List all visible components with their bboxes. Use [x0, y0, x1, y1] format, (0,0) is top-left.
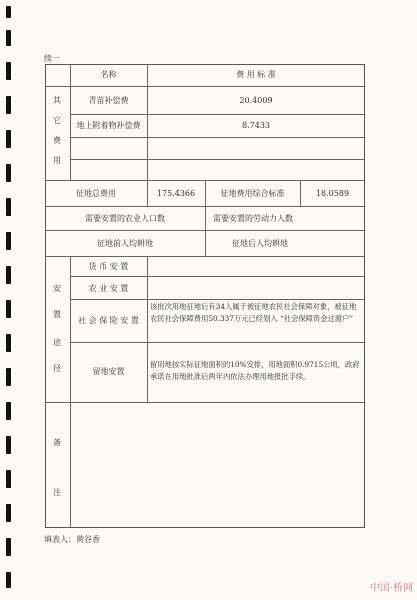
social-security-placement-label: 社 会 保 险 安 置 [78, 316, 139, 325]
row-divider [70, 299, 365, 300]
binding-hole [6, 368, 11, 386]
filler-row [44, 535, 100, 545]
total-fee-label: 征地总费用 [76, 189, 116, 198]
agriculture-placement-label: 农 业 安 置 [88, 284, 129, 293]
farmland-after-label: 征地后人均耕地 [232, 239, 288, 248]
social-security-description: 该批次用地征地后有34人属于被征地农民社会保障对象，被征地农民社会保障费用50.337万元已经划入 “社会保障资金过渡户” [150, 302, 357, 323]
binding-hole [6, 504, 11, 522]
fee-column-header: 费 用 标 准 [236, 70, 276, 79]
binding-hole [6, 402, 11, 420]
leave-land-placement-label: 留地安置 [92, 367, 125, 376]
fee-item-value: 8.7433 [242, 121, 270, 130]
binding-hole [6, 538, 11, 556]
other-fees-label-char: 费 [53, 136, 61, 145]
continued-label: 续一 [44, 54, 60, 63]
binding-hole [6, 436, 11, 454]
remarks-label-char: 注 [53, 488, 61, 497]
row-divider [70, 342, 365, 343]
leave-land-description: 留用地按实际征地面积的10%安排，用地面积0.9715公顷，政府承诺在用地批准后两年内依法办理用地报批手续。 [150, 360, 360, 381]
fee-item-value: 20.4009 [239, 96, 273, 105]
filler-label: 填表人： [44, 535, 76, 544]
binding-hole [6, 198, 11, 216]
row-divider [70, 159, 365, 160]
composite-standard-label: 征地费用综合标准 [220, 189, 285, 198]
fee-item-name: 地上附着物补偿费 [76, 121, 141, 130]
binding-hole [6, 130, 11, 148]
placement-label-char: 途 [53, 338, 61, 347]
row-divider [45, 86, 365, 87]
site-watermark: 中国·桥网 [369, 583, 413, 594]
placement-label-char: 置 [53, 310, 61, 319]
column-divider [70, 256, 71, 528]
column-divider [147, 256, 148, 402]
binding-hole [6, 96, 11, 114]
binding-hole [6, 62, 11, 80]
other-fees-label-char: 它 [53, 116, 61, 125]
placement-label-char: 径 [53, 364, 61, 373]
row-divider [70, 276, 365, 277]
farmland-before-label: 征地前人均耕地 [97, 239, 153, 248]
binding-hole [6, 30, 11, 46]
placement-label-char: 安 [53, 284, 61, 293]
monetary-placement-label: 货 币 安 置 [88, 262, 129, 271]
binding-hole [6, 164, 11, 182]
binding-hole [6, 266, 11, 284]
row-divider [45, 256, 365, 257]
binding-hole [6, 572, 11, 588]
name-column-header: 名称 [100, 70, 117, 79]
binding-hole [6, 470, 11, 488]
other-fees-label-char: 用 [53, 156, 61, 165]
other-fees-label-char: 其 [53, 96, 61, 105]
row-divider [70, 137, 365, 138]
labor-force-label: 需要安置的劳动力人数 [213, 214, 293, 223]
composite-standard-value: 18.0589 [315, 189, 350, 198]
agri-population-label: 需要安置的农业人口数 [85, 214, 165, 223]
row-divider [45, 402, 365, 403]
remarks-label-char: 备 [53, 438, 61, 447]
binding-hole [6, 232, 11, 250]
table-border [45, 64, 365, 528]
filler-name: 黄谷香 [76, 535, 100, 544]
binding-hole [6, 300, 11, 318]
binding-hole [6, 334, 11, 352]
binding-hole [6, 6, 11, 18]
total-fee-value: 175.4366 [156, 189, 196, 198]
fee-item-name: 青苗补偿费 [88, 96, 129, 105]
row-divider [70, 114, 365, 115]
